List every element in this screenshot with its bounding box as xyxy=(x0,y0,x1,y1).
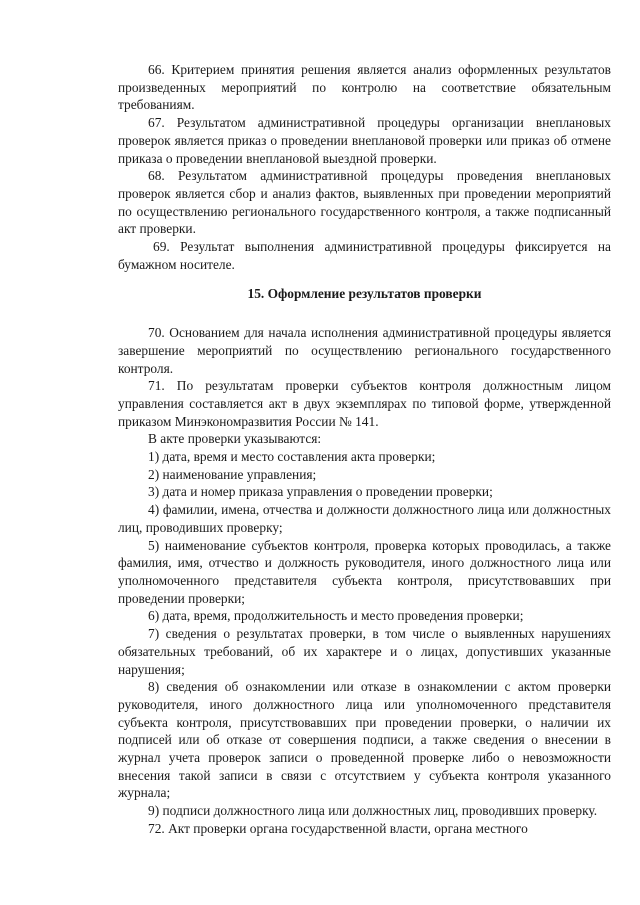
list-item-8: 8) сведения об ознакомлении или отказе в ознакомлении с актом проверки руководителя, иного должностного лица или уполномоченного представителя субъекта контроля, присутствовавших при проведении проверки, о наличии их подписей или об отказе от совершения подписи, а также сведения о внесении в журнал учета проверок записи о проведенной проверке либо о невозможности внесения такой записи в связи с отсутствием у субъекта контроля указанного журнала; xyxy=(118,679,611,801)
paragraph-67: 67. Результатом административной процедуры организации внеплановых проверок является приказ о проведении внеплановой проверки или приказ об отмене приказа о проведении внеплановой выездной проверки. xyxy=(118,115,611,166)
document-page xyxy=(118,61,611,838)
section-heading: 15. Оформление результатов проверки xyxy=(247,286,482,302)
list-item-4: 4) фамилии, имена, отчества и должности должностного лица или должностных лиц, проводивших проверку; xyxy=(118,502,611,535)
list-item-3: 3) дата и номер приказа управления о проведении проверки; xyxy=(148,484,493,500)
list-item-7: 7) сведения о результатах проверки, в том числе о выявленных нарушениях обязательных требований, об их характере и о лицах, допустивших указанные нарушения; xyxy=(118,626,611,677)
list-item-6: 6) дата, время, продолжительность и место проведения проверки; xyxy=(148,608,524,624)
paragraph-69: 69. Результат выполнения административной процедуры фиксируется на бумажном носителе. xyxy=(118,239,611,272)
list-item-5: 5) наименование субъектов контроля, проверка которых проводилась, а также фамилия, имя, отчество и должность руководителя, иного должностного лица или уполномоченного представителя субъекта контроля, присутствовавших при проведении проверки; xyxy=(118,537,611,606)
paragraph-68: 68. Результатом административной процедуры проведения внеплановых проверок является сбор и анализ фактов, выявленных при проведении мероприятий по осуществлению регионального государственного контроля, а также подписанный акт проверки. xyxy=(118,168,611,237)
paragraph-72: 72. Акт проверки органа государственной власти, органа местного xyxy=(148,820,528,836)
act-contents-intro: В акте проверки указываются: xyxy=(148,431,322,447)
list-item-2: 2) наименование управления; xyxy=(148,466,317,482)
paragraph-71: 71. По результатам проверки субъектов контроля должностным лицом управления составляется акт в двух экземплярах по типовой форме, утвержденной приказом Минэкономразвития России № 141. xyxy=(118,378,611,429)
paragraph-66: 66. Критерием принятия решения является анализ оформленных результатов произведенных мероприятий по контролю на соответствие обязательным требованиям. xyxy=(118,62,611,113)
list-item-1: 1) дата, время и место составления акта проверки; xyxy=(148,449,436,465)
paragraph-70: 70. Основанием для начала исполнения административной процедуры является завершение мероприятий по осуществлению регионального государственного контроля. xyxy=(118,325,611,376)
list-item-9: 9) подписи должностного лица или должностных лиц, проводивших проверку. xyxy=(148,803,598,819)
